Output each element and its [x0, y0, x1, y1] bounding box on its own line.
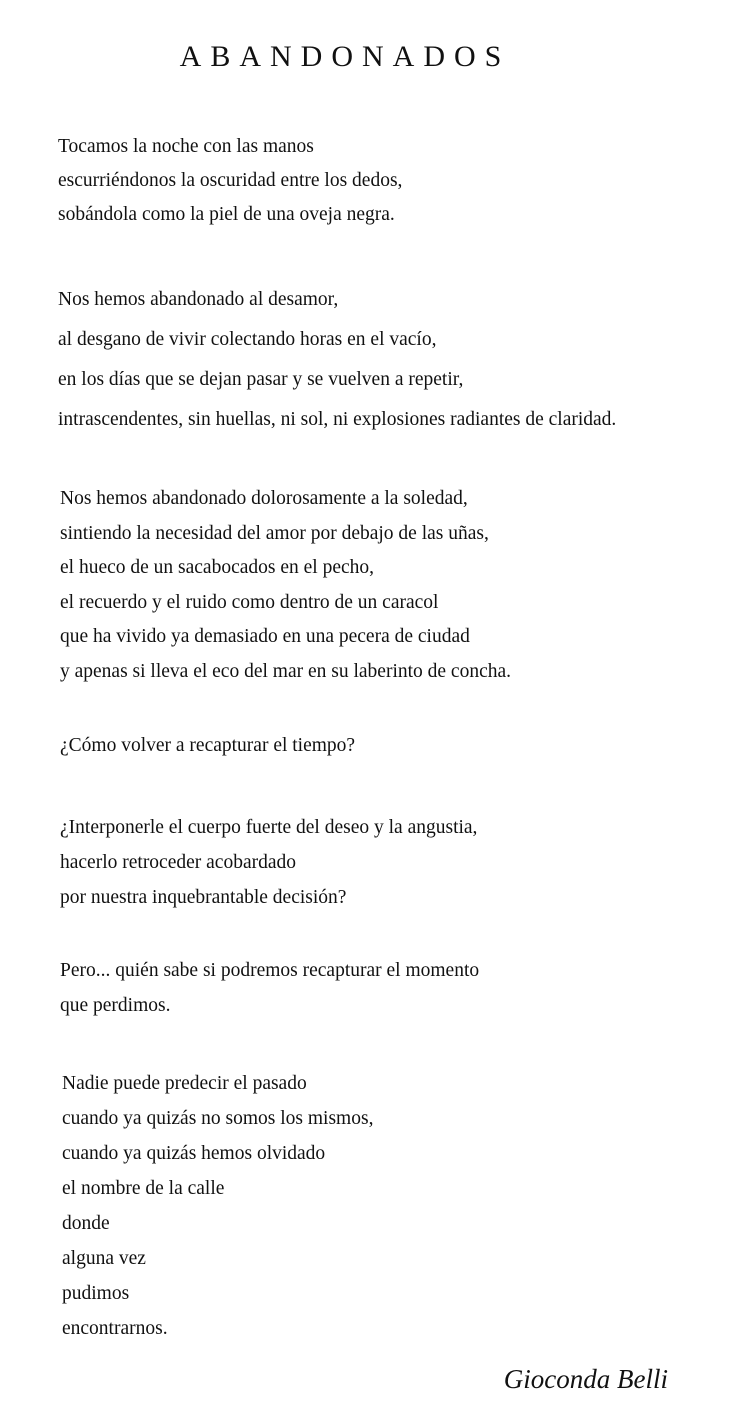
poem-line: Nos hemos abandonado al desamor, [58, 289, 339, 310]
stanza-5 [60, 810, 477, 915]
stanza-1 [58, 130, 402, 232]
poem-line: cuando ya quizás no somos los mismos, [62, 1108, 374, 1129]
poem-line: alguna vez [62, 1248, 146, 1269]
poem-line: Nos hemos abandonado dolorosamente a la soledad, [60, 488, 468, 509]
poem-line: encontrarnos. [62, 1318, 168, 1339]
stanza-7 [62, 1066, 373, 1346]
poem-line: al desgano de vivir colectando horas en el vacío, [58, 329, 437, 350]
poem-line: y apenas si lleva el eco del mar en su laberinto de concha. [60, 660, 512, 682]
poem-line: donde [62, 1213, 110, 1234]
poem-line: sintiendo la necesidad del amor por debajo de las uñas, [60, 522, 489, 544]
poem-line: escurriéndonos la oscuridad entre los dedos, [58, 170, 403, 191]
poem-line: el hueco de un sacabocados en el pecho, [60, 557, 375, 578]
poem-line: ¿Cómo volver a recapturar el tiempo? [60, 735, 356, 756]
poem-line: el recuerdo y el ruido como dentro de un caracol [60, 591, 439, 613]
poem-line: en los días que se dejan pasar y se vuelven a repetir, [58, 369, 464, 390]
poem-title: ABANDONADOS [179, 40, 511, 73]
poem-line: Pero... quién sabe si podremos recapturar el momento [60, 960, 480, 981]
poem-line: que perdimos. [60, 995, 171, 1016]
poem-line: el nombre de la calle [62, 1178, 225, 1199]
poem-author: Gioconda Belli [503, 1364, 668, 1394]
stanza-2 [58, 280, 616, 440]
stanza-6 [60, 953, 479, 1023]
stanza-4 [60, 728, 355, 763]
poem-line: pudimos [62, 1283, 130, 1304]
poem-line: ¿Interponerle el cuerpo fuerte del deseo y la angustia, [60, 817, 478, 838]
stanza-3 [60, 482, 511, 689]
poem-line: por nuestra inquebrantable decisión? [60, 887, 347, 908]
poem-line: cuando ya quizás hemos olvidado [62, 1143, 326, 1164]
poem-line: que ha vivido ya demasiado en una pecera de ciudad [60, 626, 470, 647]
poem-line: Nadie puede predecir el pasado [62, 1073, 307, 1094]
poem-line: intrascendentes, sin huellas, ni sol, ni explosiones radiantes de claridad. [58, 409, 617, 430]
poem-line: Tocamos la noche con las manos [58, 136, 314, 157]
poem-line: hacerlo retroceder acobardado [60, 852, 297, 873]
poem-line: sobándola como la piel de una oveja negra. [58, 204, 395, 225]
